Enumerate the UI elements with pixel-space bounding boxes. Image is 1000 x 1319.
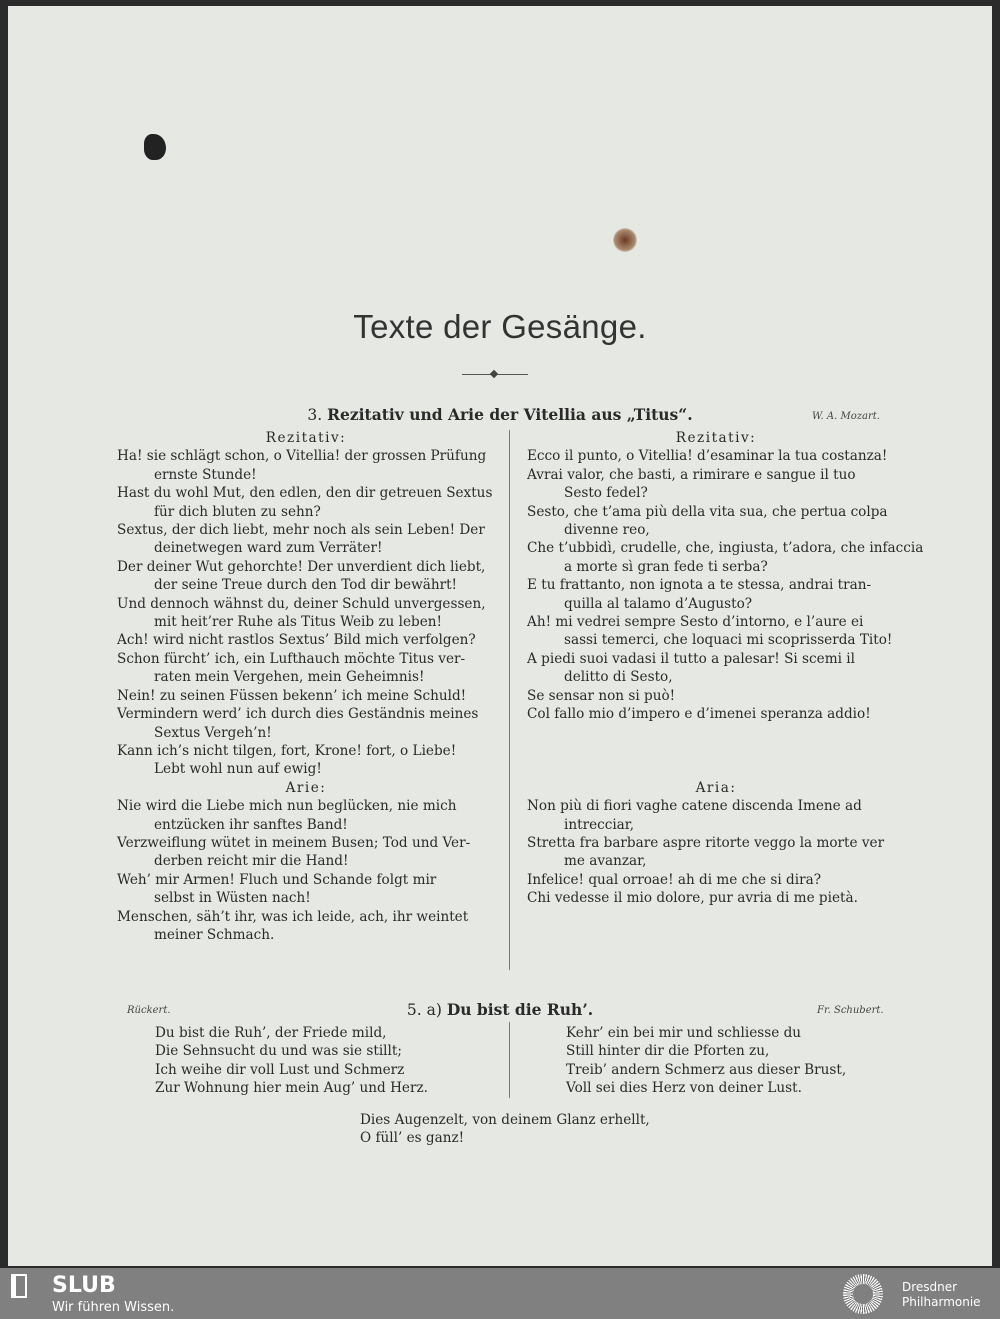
verse-line: a morte sì gran fede ti serba? (564, 558, 768, 575)
verse-line: Vermindern werd’ ich durch dies Geständnis meines (117, 706, 479, 723)
arie-label: Arie: (285, 779, 327, 796)
section3-right-column (527, 429, 924, 908)
verse-line: Der deiner Wut gehorchte! Der unverdient dich liebt, (117, 558, 486, 575)
verse-line: me avanzar, (564, 853, 647, 870)
song-right-stanza (566, 1024, 846, 1098)
verse-line: raten mein Vergehen, mein Geheimnis! (154, 669, 425, 686)
paper-hole (144, 134, 166, 160)
philharmonie-logo-line2: Philharmonie (902, 1295, 981, 1309)
song-line: Ich weihe dir voll Lust und Schmerz (155, 1061, 405, 1078)
verse-line: delitto di Sesto, (564, 669, 673, 686)
verse-line: Lebt wohl nun auf ewig! (154, 761, 322, 778)
verse-line: Sesto fedel? (564, 485, 648, 502)
verse-line: Col fallo mio d’impero e d’imenei speranza addio! (527, 706, 871, 723)
section3-composer: W. A. Mozart. (812, 411, 880, 422)
song-column-divider (509, 1022, 510, 1098)
philharmonie-logo-line1: Dresdner (902, 1280, 958, 1294)
verse-line: Weh’ mir Armen! Fluch und Schande folgt mir (117, 871, 437, 888)
verse-line: Stretta fra barbare aspre ritorte veggo la morte ver (527, 834, 885, 851)
song-line: O füll’ es ganz! (360, 1130, 465, 1147)
verse-line: Chi vedesse il mio dolore, pur avria di me pietà. (527, 890, 858, 907)
verse-line: Nie wird die Liebe mich nun beglücken, nie mich (117, 798, 457, 815)
verse-line: entzücken ihr sanftes Band! (154, 816, 348, 833)
section3-number: 3. (307, 406, 323, 424)
rezitativ-label: Rezitativ: (265, 430, 347, 446)
slub-logo-text[interactable]: SLUB (52, 1273, 116, 1298)
verse-line: derben reicht mir die Hand! (154, 853, 349, 870)
verse-line: Sextus Vergeh’n! (154, 724, 272, 741)
song-line: Die Sehnsucht du und was sie stillt; (155, 1043, 402, 1060)
column-divider (509, 430, 510, 970)
verse-line: Avrai valor, che basti, a rimirare e sangue il tuo (527, 466, 856, 483)
verse-line: für dich bluten zu sehn? (154, 503, 321, 520)
verse-line: Se sensar non si può! (527, 687, 676, 704)
verse-line: Kann ich’s nicht tilgen, fort, Krone! fort, o Liebe! (117, 742, 457, 759)
verse-line: Und dennoch wähnst du, deiner Schuld unvergessen, (117, 595, 486, 612)
philharmonie-logo-icon[interactable] (843, 1274, 883, 1314)
song-line: Du bist die Ruh’, der Friede mild, (155, 1025, 387, 1041)
verse-line: Nein! zu seinen Füssen bekenn’ ich meine Schuld! (117, 687, 467, 704)
verse-line: Schon fürcht’ ich, ein Lufthauch möchte Titus ver- (117, 650, 466, 667)
section5-number: 5. a) (406, 1001, 442, 1019)
song-line: Kehr’ ein bei mir und schliesse du (566, 1025, 802, 1041)
verse-line: divenne reo, (564, 522, 650, 539)
section5-poet: Rückert. (127, 1005, 171, 1016)
section3-title: Rezitativ und Arie der Vitellia aus „Titus“. (327, 405, 693, 424)
verse-line: deinetwegen ward zum Verräter! (154, 540, 383, 557)
slub-tagline: Wir führen Wissen. (52, 1300, 175, 1315)
section3-left-column (117, 429, 495, 944)
verse-line: A piedi suoi vadasi il tutto a palesar! Si scemi il (527, 650, 855, 667)
verse-line: quilla al talamo d’Augusto? (564, 595, 753, 612)
song-closing (360, 1111, 650, 1148)
stain (613, 228, 637, 252)
verse-line: Sextus, der dich liebt, mehr noch als sein Leben! Der (117, 522, 485, 539)
verse-line: Ach! wird nicht rastlos Sextus’ Bild mich verfolgen? (117, 632, 476, 649)
verse-line: mit heit’rer Ruhe als Titus Weib zu leben! (154, 614, 442, 631)
verse-line: Verzweiflung wütet in meinem Busen; Tod und Ver- (117, 834, 471, 851)
verse-line: intrecciar, (564, 816, 635, 833)
verse-line: Sesto, che t’ama più della vita sua, che pertua colpa (527, 503, 888, 520)
song-left-stanza (155, 1024, 428, 1098)
verse-line: Ha! sie schlägt schon, o Vitellia! der grossen Prüfung (117, 448, 487, 465)
verse-line: ernste Stunde! (154, 466, 257, 483)
verse-line: der seine Treue durch den Tod dir bewährt! (154, 577, 458, 594)
section5-title: Du bist die Ruh’. (446, 1000, 594, 1019)
verse-line: Non più di fiori vaghe catene discenda Imene ad (527, 798, 862, 815)
verse-line: selbst in Wüsten nach! (154, 890, 311, 907)
song-line: Zur Wohnung hier mein Aug’ und Herz. (155, 1080, 428, 1097)
verse-line: Che t’ubbidì, crudelle, che, ingiusta, t’adora, che infaccia (527, 540, 924, 557)
song-line: Treib’ andern Schmerz aus dieser Brust, (566, 1061, 847, 1078)
verse-line: Hast du wohl Mut, den edlen, den dir getreuen Sextus (117, 485, 493, 502)
song-line: Dies Augenzelt, von deinem Glanz erhellt, (360, 1112, 650, 1128)
verse-line: Ecco il punto, o Vitellia! d’esaminar la tua costanza! (527, 448, 888, 465)
section5-composer: Fr. Schubert. (817, 1005, 884, 1016)
verse-line: sassi temerci, che loquaci mi scoprisserda Tito! (564, 632, 893, 649)
verse-line: meiner Schmach. (154, 926, 275, 943)
page-title: Texte der Gesänge. (353, 308, 647, 345)
verse-line: Menschen, säh’t ihr, was ich leide, ach, ihr weintet (117, 908, 469, 925)
section-gap (527, 724, 905, 779)
verse-line: Ah! mi vedrei sempre Sesto d’intorno, e l’aure ei (527, 614, 864, 631)
ornament-divider (462, 374, 528, 377)
song-line: Voll sei dies Herz von deiner Lust. (566, 1080, 802, 1097)
verse-line: Infelice! qual orroae! ah di me che si dira? (527, 871, 821, 888)
arie-label: Aria: (695, 779, 737, 796)
verse-line: E tu frattanto, non ignota a te stessa, andrai tran- (527, 577, 872, 594)
footer-bar (0, 1268, 1000, 1319)
song-line: Still hinter dir die Pforten zu, (566, 1043, 770, 1060)
slub-logo-icon[interactable] (11, 1274, 27, 1298)
rezitativ-label: Rezitativ: (675, 430, 757, 446)
